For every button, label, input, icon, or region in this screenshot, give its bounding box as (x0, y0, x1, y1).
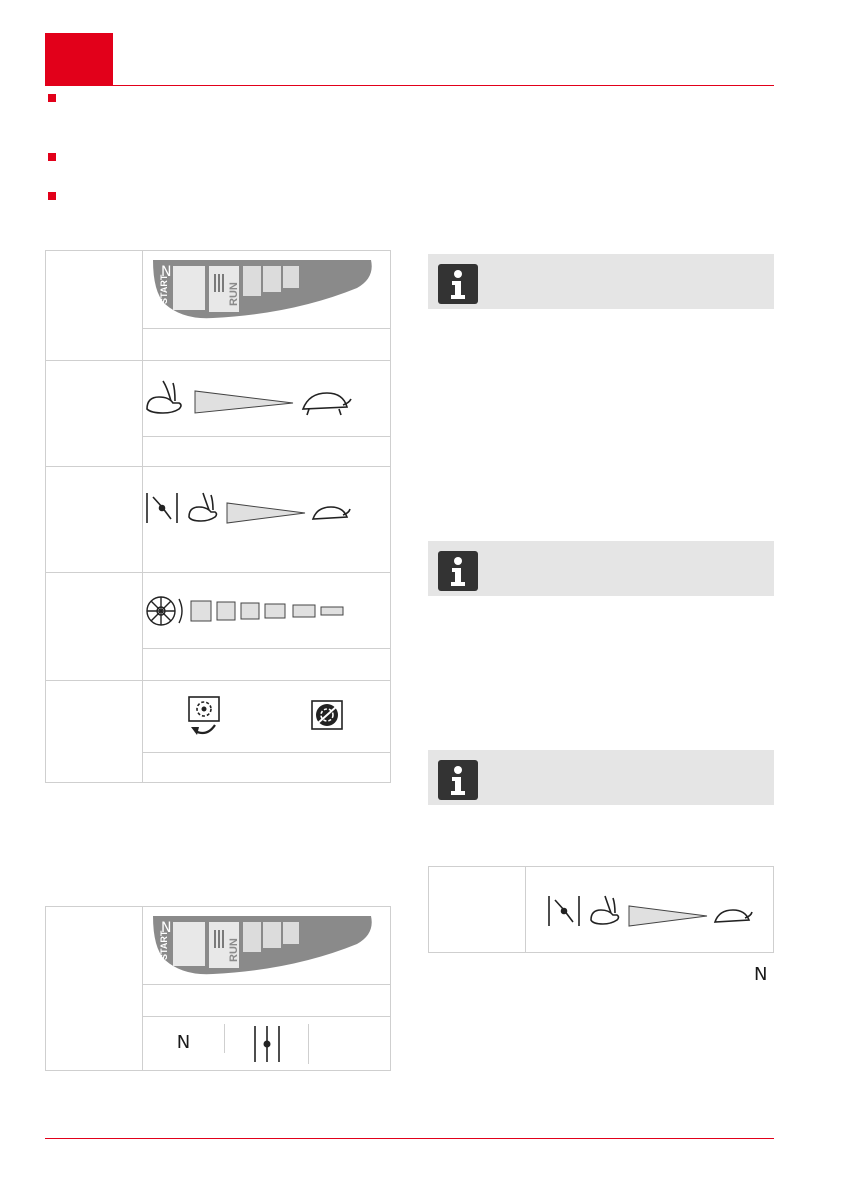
lock-speed-illustration (143, 487, 353, 527)
rotation-speed-illustration (143, 591, 353, 631)
row-label-cell (46, 251, 143, 361)
tortoise-icon (303, 393, 351, 415)
speed-ramp-illustration (143, 379, 353, 419)
lock-speed-cell (526, 867, 774, 953)
info-icon (438, 551, 478, 591)
info-note-3 (428, 750, 774, 805)
row-label-cell (429, 867, 526, 953)
row-label-cell (46, 681, 143, 783)
control-panel-cell (143, 907, 391, 985)
start-run-table (45, 906, 391, 1071)
speed-ramp-cell (143, 361, 391, 437)
info-note-2 (428, 541, 774, 596)
lock-table (428, 866, 774, 953)
info-icon (438, 760, 478, 800)
lock-symbol-icon (147, 493, 177, 523)
neutral-symbol: N (176, 1031, 191, 1053)
neutral-symbol-inline: N (754, 964, 768, 985)
header-rule (45, 85, 774, 86)
neutral-mark-start: N (161, 919, 172, 936)
rotor-icon (147, 597, 182, 625)
sub-cells-row (143, 753, 391, 783)
sub-cells-row (143, 985, 391, 1017)
bullet-3 (48, 192, 56, 200)
sub-cells-row (143, 437, 391, 467)
run-label: RUN (228, 281, 240, 306)
gear-rotate-icon (185, 695, 225, 739)
control-table (45, 250, 391, 783)
gear-disabled-icon (308, 699, 348, 735)
row-label-cell (46, 467, 143, 573)
info-icon (438, 264, 478, 304)
section-marker (45, 33, 113, 85)
run-lever-icon (249, 1024, 285, 1064)
symbol-cells-row (143, 1017, 391, 1071)
rabbit-icon (147, 381, 181, 413)
control-panel-illustration (143, 254, 383, 326)
control-panel-illustration (143, 910, 383, 982)
run-label: RUN (228, 937, 240, 962)
rabbit-icon (189, 493, 217, 521)
tortoise-icon (715, 910, 752, 922)
sub-cells-row (143, 649, 391, 681)
lock-symbol-icon (549, 896, 579, 926)
start-label: START (159, 930, 169, 960)
footer-rule (45, 1138, 774, 1139)
lock-speed-illustration (545, 890, 755, 930)
start-label: START (159, 274, 169, 304)
row-label-cell (46, 361, 143, 467)
control-panel-cell (143, 251, 391, 329)
rabbit-icon (591, 896, 619, 924)
row-label-cell (46, 573, 143, 681)
row-label-cell (46, 907, 143, 1071)
lock-speed-cell (143, 467, 391, 573)
rotation-speed-cell (143, 573, 391, 649)
bullet-1 (48, 94, 56, 102)
sub-cells-row (143, 329, 391, 361)
bullet-2 (48, 153, 56, 161)
tortoise-icon (313, 507, 350, 519)
info-note-1 (428, 254, 774, 309)
gear-mode-cell (143, 681, 391, 753)
neutral-mark-start: N (161, 263, 172, 280)
